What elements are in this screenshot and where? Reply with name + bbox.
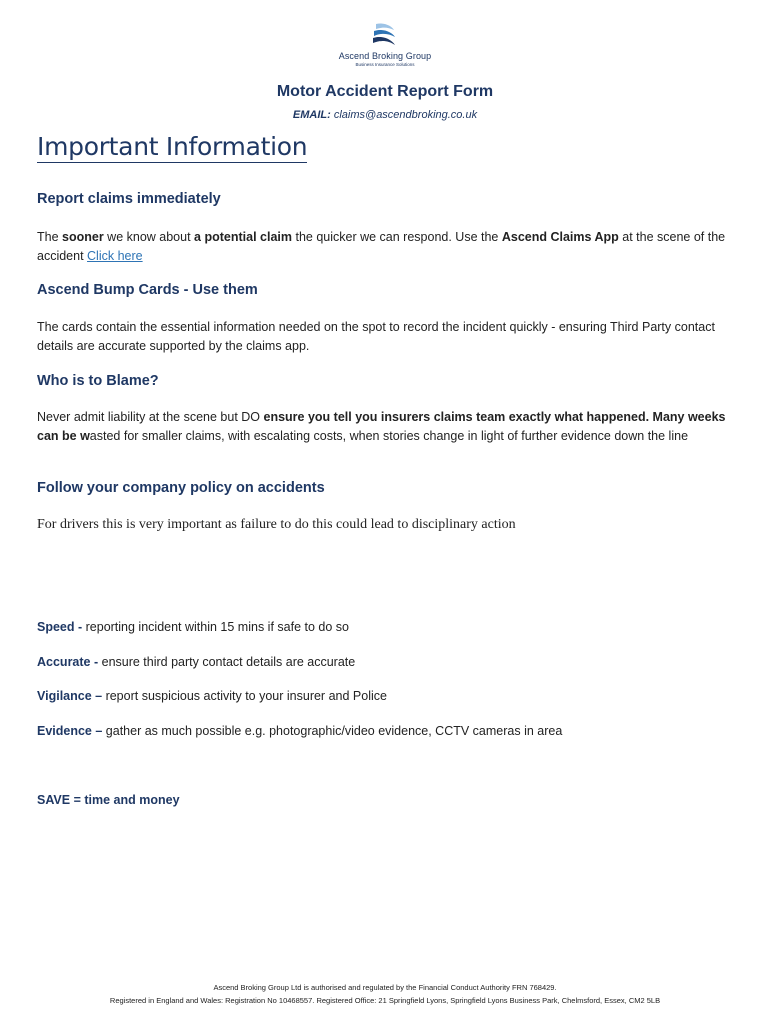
section-title-bump-cards: Ascend Bump Cards - Use them [37,282,258,298]
footer-line-2: Registered in England and Wales: Registration No 10468557. Registered Office: 21 Springfield Lyons, Springfield Lyons Business Park, Chelmsford, Essex, CM2 5LB [109,996,661,1005]
section-text-report: The sooner we know about a potential claim the quicker we can respond. Use the Ascend Claims App at the scene of the accident Click here [37,230,726,263]
email-address[interactable]: claims@ascendbroking.co.uk [333,109,478,121]
save-item-evidence: Evidence – gather as much possible e.g. photographic/video evidence, CCTV cameras in area [37,724,563,738]
section-title-blame: Who is to Blame? [37,373,159,389]
save-summary: SAVE = time and money [37,793,180,807]
logo-swoosh-icon [370,20,400,50]
logo-tagline: Business Insurance Solutions [355,62,415,67]
save-item-vigilance: Vigilance – report suspicious activity to your insurer and Police [37,689,387,703]
section-text-bump-cards: The cards contain the essential information needed on the spot to record the incident quickly - ensuring Third Party contact details are accurate supported by the claims app. [37,320,715,353]
important-info-heading: Important Information [37,132,308,161]
section-text-policy: For drivers this is very important as failure to do this could lead to disciplinary action [37,517,516,532]
save-item-speed: Speed - reporting incident within 15 mins if safe to do so [37,620,349,634]
section-text-blame: Never admit liability at the scene but DO ensure you tell you insurers claims team exactly what happened. Many weeks can be wasted for smaller claims, with escalating costs, when stories change in light of further evidence down the line [37,410,726,443]
email-line [0,109,770,121]
email-label: EMAIL: [292,109,331,121]
logo-name: Ascend Broking Group [338,51,432,61]
section-title-report: Report claims immediately [37,191,221,207]
claims-app-link[interactable]: Click here [87,248,143,263]
footer-line-1: Ascend Broking Group Ltd is authorised and regulated by the Financial Conduct Authority FRN 768429. [213,983,557,992]
form-title: Motor Accident Report Form [276,83,494,100]
company-logo [0,20,770,67]
save-item-accurate: Accurate - ensure third party contact details are accurate [37,655,356,669]
section-title-policy: Follow your company policy on accidents [37,480,325,496]
